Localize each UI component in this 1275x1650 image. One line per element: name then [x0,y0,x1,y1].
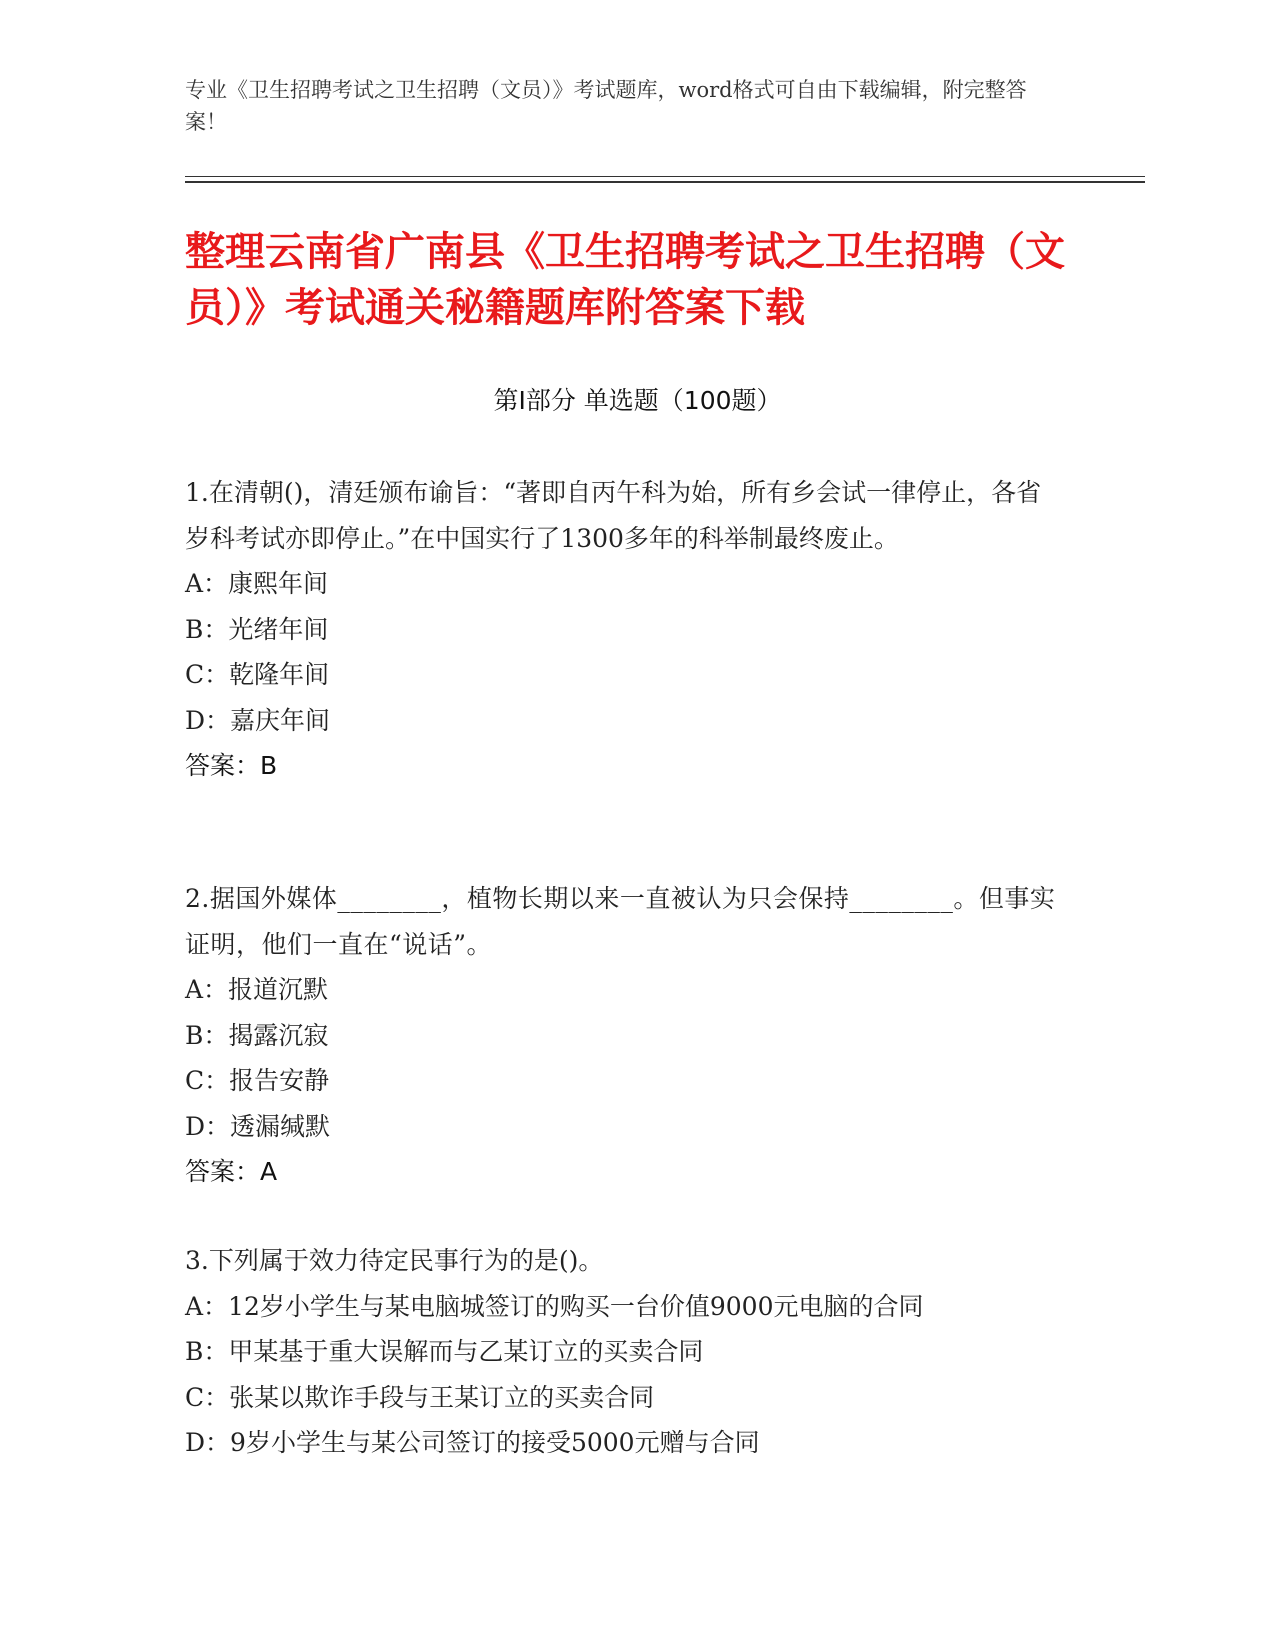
document-title: 整理云南省广南县《卫生招聘考试之卫生招聘（文员）》考试通关秘籍题库附答案下载 [185,229,1065,331]
option-c: C：张某以欺诈手段与王某订立的买卖合同 [185,1382,655,1412]
option-a: A：12岁小学生与某电脑城签订的购买一台价值9000元电脑的合同 [185,1291,924,1321]
header-divider-thick [185,181,1145,183]
section-title: 第Ⅰ部分 单选题（100题） [493,386,782,415]
option-c: C：乾隆年间 [185,660,330,689]
header-note: 专业《卫生招聘考试之卫生招聘（文员）》考试题库，word格式可自由下载编辑，附完整答案！ [185,78,1027,134]
option-a: A：康熙年间 [185,569,329,598]
option-b: B：揭露沉寂 [185,1020,329,1050]
question-3 [185,1238,1065,1466]
option-b: B：甲某基于重大误解而与乙某订立的买卖合同 [185,1337,704,1366]
question-stem: 2.据国外媒体________，植物长期以来一直被认为只会保持________。但事实证明，他们一直在“说话”。 [185,884,1056,959]
option-d: D：嘉庆年间 [185,705,331,735]
answer: 答案：B [185,751,278,780]
option-c: C：报告安静 [185,1066,330,1095]
header-divider-thin [185,176,1145,177]
option-b: B：光绪年间 [185,614,329,644]
question-2 [185,876,1065,1195]
question-stem: 1.在清朝()，清廷颁布谕旨：“著即自丙午科为始，所有乡会试一律停止，各省岁科考试亦即停止。”在中国实行了1300多年的科举制最终废止。 [185,478,1042,553]
question-stem: 3.下列属于效力待定民事行为的是()。 [185,1246,604,1275]
option-d: D：9岁小学生与某公司签订的接受5000元赠与合同 [185,1428,760,1457]
option-d: D：透漏缄默 [185,1111,331,1141]
answer: 答案：A [185,1157,278,1186]
option-a: A：报道沉默 [185,975,329,1004]
question-1 [185,470,1065,789]
